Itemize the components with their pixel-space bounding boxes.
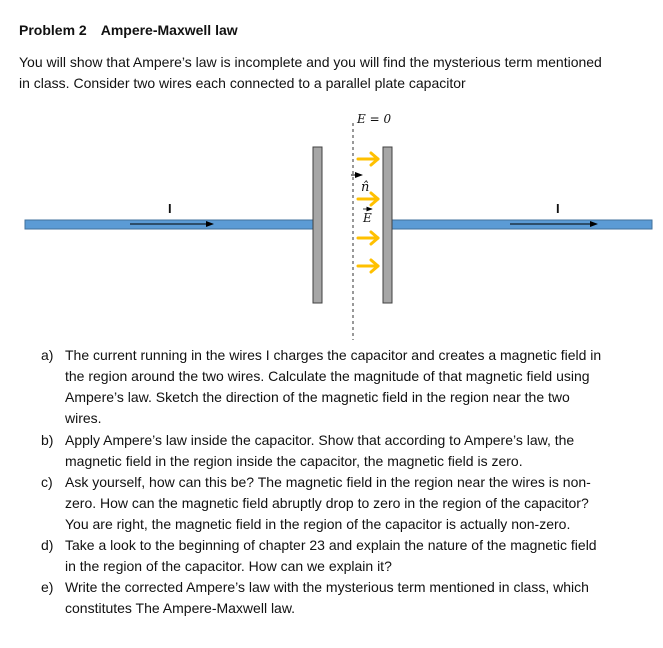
- right-current-label: I: [556, 201, 560, 216]
- question-line: constitutes The Ampere-Maxwell law.: [65, 600, 296, 616]
- field-arrow: [358, 232, 378, 244]
- question-line: You are right, the magnetic field in the region of the capacitor is actually non-zero.: [65, 516, 571, 532]
- question-b: [19, 430, 649, 472]
- question-line: Ask yourself, how can this be? The magnetic field in the region near the wires is non-: [65, 474, 591, 490]
- question-line: zero. How can the magnetic field abruptly drop to zero in the region of the capacitor?: [65, 495, 589, 511]
- e-zero-label: E = 0: [357, 112, 392, 126]
- question-list: [19, 345, 649, 619]
- intro-line-1: You will show that Ampere’s law is incomplete and you will find the mysterious term mentioned: [19, 54, 602, 70]
- field-arrow: [358, 260, 378, 272]
- normal-vector-label: n̂: [361, 180, 370, 195]
- question-label: b): [41, 432, 54, 448]
- question-line: The current running in the wires I charges the capacitor and creates a magnetic field in: [65, 347, 602, 363]
- question-line: Write the corrected Ampere’s law with the mysterious term mentioned in class, which: [65, 579, 589, 595]
- question-line: Take a look to the beginning of chapter 23 and explain the nature of the magnetic field: [65, 537, 597, 553]
- question-line: Ampere’s law. Sketch the direction of the magnetic field in the region near the two: [65, 389, 570, 405]
- intro-line-2: in class. Consider two wires each connected to a parallel plate capacitor: [19, 75, 466, 91]
- right-plate: [383, 147, 392, 303]
- e-vector-label: E: [363, 211, 372, 225]
- question-d: [19, 535, 649, 577]
- question-line: in the region of the capacitor. How can we explain it?: [65, 558, 392, 574]
- question-line: Apply Ampere’s law inside the capacitor. Show that according to Ampere’s law, the: [65, 432, 575, 448]
- problem-number: Problem 2: [19, 22, 87, 38]
- question-line: the region around the two wires. Calculate the magnitude of that magnetic field using: [65, 368, 590, 384]
- question-a: [19, 345, 649, 430]
- question-label: c): [41, 474, 53, 490]
- field-arrow: [358, 153, 378, 165]
- question-c: [19, 472, 649, 535]
- question-label: a): [41, 347, 54, 363]
- problem-title: Ampere-Maxwell law: [100, 22, 238, 38]
- left-plate: [313, 147, 322, 303]
- question-line: magnetic field in the region inside the capacitor, the magnetic field is zero.: [65, 453, 523, 469]
- question-label: d): [41, 537, 54, 553]
- question-line: wires.: [65, 410, 102, 426]
- question-e: [19, 577, 649, 619]
- question-label: e): [41, 579, 54, 595]
- left-current-label: I: [168, 201, 172, 216]
